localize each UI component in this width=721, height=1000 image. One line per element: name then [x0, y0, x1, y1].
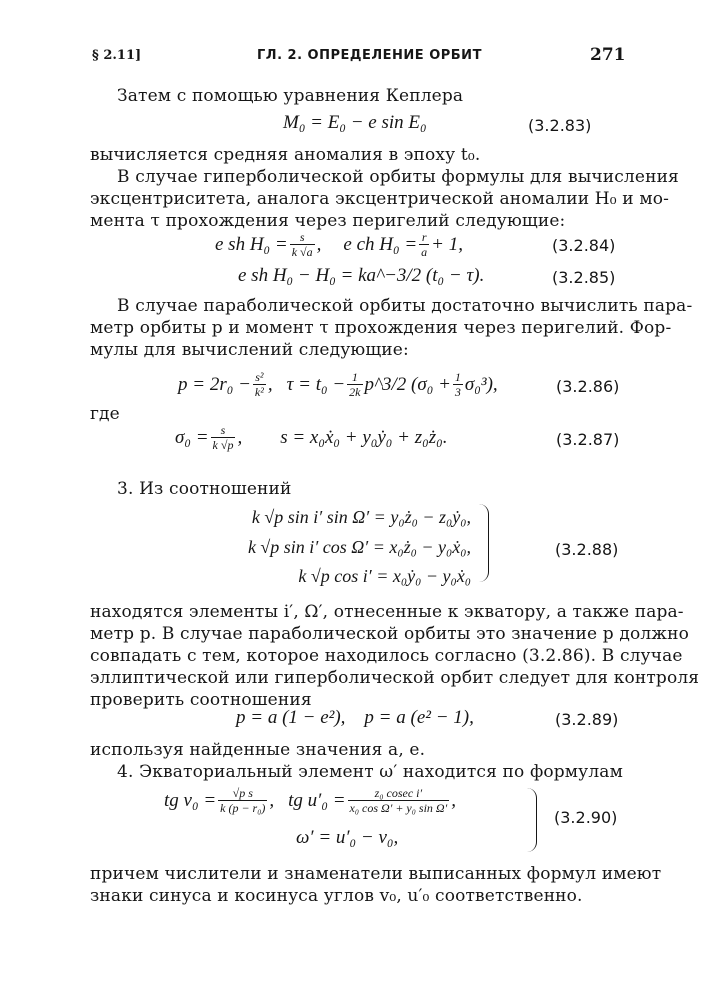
- equation-number: (3.2.88): [555, 540, 619, 559]
- numerator: s²: [255, 370, 264, 384]
- equation-3-2-83: M₀ = E₀ − e sin E₀: [283, 112, 427, 133]
- equation-3-2-88-line: k √p sin i′ sin Ω′ = y₀ż₀ − z₀ẏ₀,: [251, 507, 471, 527]
- right-brace: [524, 788, 537, 852]
- numerator: 1: [351, 370, 358, 384]
- eq-lhs: σ₀ =: [175, 426, 209, 448]
- fraction: [290, 230, 315, 259]
- page-number: 271: [590, 45, 626, 65]
- paragraph-line: метр p. В случае параболической орбиты это значение p должно: [90, 624, 689, 644]
- eq-lhs: p = 2r₀ −: [178, 373, 251, 395]
- eq-lhs: tg v₀ =: [164, 789, 217, 811]
- paragraph-line: В случае гиперболической орбиты формулы для вычисления: [117, 167, 679, 187]
- denominator: k²: [254, 385, 264, 399]
- paragraph-line: 4. Экваториальный элемент ω′ находится по формулам: [117, 762, 623, 782]
- equation-number: (3.2.90): [554, 808, 618, 827]
- paragraph-line: вычисляется средняя аномалия в эпоху t₀.: [90, 145, 481, 165]
- eq-lhs: e ch H₀ =: [343, 233, 418, 255]
- denominator: x₀ cos Ω′ + y₀ sin Ω′: [349, 801, 448, 815]
- equation-number: (3.2.85): [552, 268, 616, 287]
- denominator: a: [421, 245, 428, 259]
- paragraph-line: эллиптической или гиперболической орбит следует для контроля: [90, 668, 700, 688]
- paragraph-line: находятся элементы i′, Ω′, отнесенные к экватору, а также пара-: [90, 602, 684, 622]
- eq-tail: + 1,: [431, 233, 463, 255]
- denominator: k √p: [212, 438, 234, 452]
- fraction: [453, 370, 463, 399]
- fraction: [347, 370, 362, 399]
- fraction: [218, 786, 267, 815]
- eq-lhs: τ = t₀ −: [286, 373, 346, 395]
- equation-3-2-85: e sh H₀ − H₀ = ka^−3/2 (t₀ − τ).: [238, 265, 485, 286]
- right-brace: [474, 504, 489, 582]
- eq-lhs: tg u′₀ =: [288, 789, 346, 811]
- paragraph-line: эксцентриситета, аналога эксцентрической аномалии H₀ и мо-: [90, 189, 669, 209]
- numerator: r: [421, 230, 427, 244]
- equation-3-2-84: e sh H₀ = $\frac{s}{k √a}$ , e ch H₀ = $\frac{r}{a}$ + 1,: [215, 230, 463, 259]
- paragraph-line: мулы для вычислений следующие:: [90, 340, 409, 360]
- eq-rhs: s = x₀ẋ₀ + y₀ẏ₀ + z₀ż₀.: [280, 426, 448, 448]
- denominator: k √a: [291, 245, 313, 259]
- fraction: [348, 786, 450, 815]
- paragraph-line: проверить соотношения: [90, 690, 312, 710]
- paragraph-line: используя найденные значения a, e.: [90, 740, 426, 760]
- numerator: 1: [454, 370, 461, 384]
- equation-number: (3.2.83): [528, 116, 592, 135]
- equation-number: (3.2.86): [556, 377, 620, 396]
- numerator: √p s: [232, 786, 253, 800]
- equation-number: (3.2.84): [552, 236, 616, 255]
- numerator: s: [220, 423, 226, 437]
- numerator: z₀ cosec i′: [374, 786, 423, 800]
- equation-number: (3.2.87): [556, 430, 620, 449]
- equation-3-2-89: p = a (1 − e²), p = a (e² − 1),: [236, 707, 474, 728]
- equation-3-2-88-line: k √p cos i′ = x₀ẏ₀ − y₀ẋ₀: [298, 566, 471, 586]
- equation-number: (3.2.89): [555, 710, 619, 729]
- paragraph-line: знаки синуса и косинуса углов v₀, u′₀ соответственно.: [90, 886, 583, 906]
- equation-3-2-86: p = 2r₀ − $\frac{\text{s²}}{\text{k²}}$ , τ = t₀ − $\frac{1}{2k}$ p^3/2 (σ₀ + $\frac{1}{3}$ σ₀³),: [178, 370, 498, 399]
- eq-lhs: e sh H₀ =: [215, 233, 288, 255]
- paragraph-line: В случае параболической орбиты достаточно вычислить пара-: [117, 296, 693, 316]
- where-label: где: [90, 404, 120, 424]
- section-ref: § 2.11]: [92, 48, 142, 63]
- fraction: [419, 230, 429, 259]
- running-title: ГЛ. 2. ОПРЕДЕЛЕНИЕ ОРБИТ: [257, 48, 482, 63]
- fraction: [211, 423, 236, 452]
- fraction: [253, 370, 266, 399]
- eq-mid: p^3/2 (σ₀ +: [364, 373, 451, 395]
- numerator: s: [299, 230, 305, 244]
- paragraph-line: совпадать с тем, которое находилось согласно (3.2.86). В случае: [90, 646, 683, 666]
- denominator: 3: [454, 385, 461, 399]
- denominator: 2k: [349, 385, 361, 399]
- equation-3-2-88-line: k √p sin i′ cos Ω′ = x₀ż₀ − y₀ẋ₀,: [247, 537, 471, 557]
- equation-3-2-90-line: tg v₀ = $\frac{\text{√p s}}{\text{k (p − r₀)}}$ , tg u′₀ = $\frac{\text{z₀ cosec i′}}{\text{x₀ cos Ω′ + y₀ sin Ω′}}$ ,: [164, 786, 456, 815]
- equation-3-2-87: σ₀ = $\frac{s}{k √p}$ , s = x₀ẋ₀ + y₀ẏ₀ + z₀ż₀.: [175, 423, 448, 452]
- paragraph-line: 3. Из соотношений: [117, 479, 292, 499]
- equation-3-2-90-line: ω′ = u′₀ − v₀,: [296, 827, 399, 848]
- eq-tail: σ₀³),: [464, 373, 498, 395]
- paragraph-line: Затем с помощью уравнения Кеплера: [117, 86, 464, 106]
- paragraph-line: метр орбиты p и момент τ прохождения через перигелий. Фор-: [90, 318, 672, 338]
- paragraph-line: причем числители и знаменатели выписанных формул имеют: [90, 864, 662, 884]
- paragraph-line: мента τ прохождения через перигелий следующие:: [90, 211, 566, 231]
- denominator: k (p − r₀): [220, 801, 266, 815]
